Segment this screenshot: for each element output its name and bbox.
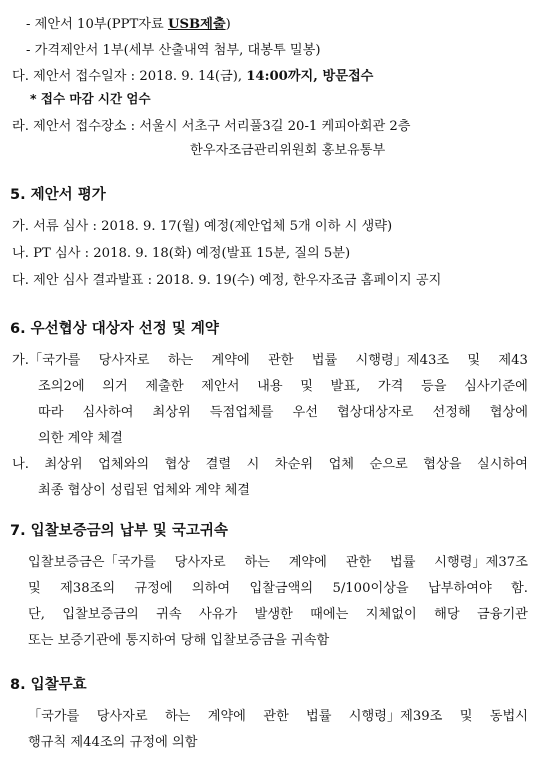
usb-submission: USB제출 <box>167 17 226 32</box>
section-6-item-b-line-2: 최종 협상이 성립된 업체와 계약 체결 <box>38 483 251 498</box>
deadline-note: * 접수 마감 시간 엄수 <box>30 91 151 106</box>
deadline-item: 다. 제안서 접수일자 : 2018. 9. 14(금), 14:00까지, 방문접수 <box>12 69 374 84</box>
section-6-title: 6. 우선협상 대상자 선정 및 계약 <box>10 321 219 337</box>
section-5-item-b: 나. PT 심사 : 2018. 9. 18(화) 예정(발표 15분, 질의 5분) <box>12 246 351 261</box>
section-6-item-a-line-1: 가.「국가를 당사자로 하는 계약에 관한 법률 시행령」제43조 및 제43 <box>12 353 528 368</box>
section-8-line-1: 「국가를 당사자로 하는 계약에 관한 법률 시행령」제39조 및 동법시 <box>28 709 528 724</box>
section-6-item-a-line-2: 조의2에 의거 제출한 제안서 내용 및 발표, 가격 등을 심사기준에 <box>38 379 528 394</box>
deadline-time: 14:00까지, 방문접수 <box>246 69 374 84</box>
location-line-2: 한우자조금관리위원회 홍보유통부 <box>190 143 386 158</box>
section-5-item-c: 다. 제안 심사 결과발표 : 2018. 9. 19(수) 예정, 한우자조금 홈페이지 공지 <box>12 273 442 288</box>
section-6-item-a-line-4: 의한 계약 체결 <box>38 431 123 446</box>
section-8-title: 8. 입찰무효 <box>10 677 87 693</box>
section-6-item-a-line-3: 따라 심사하여 최상위 득점업체를 우선 협상대상자로 선정해 협상에 <box>38 405 528 420</box>
section-7-line-2: 및 제38조의 규정에 의하여 입찰금액의 5/100이상을 납부하여야 함. <box>28 581 528 596</box>
copies-item: - 제안서 10부(PPT자료 USB제출) <box>26 17 231 32</box>
section-5-item-a: 가. 서류 심사 : 2018. 9. 17(월) 예정(제안업체 5개 이하 시 생략) <box>12 219 393 234</box>
section-7-line-4: 또는 보증기관에 통지하여 당해 입찰보증금을 귀속함 <box>28 633 330 648</box>
section-8-line-2: 행규칙 제44조의 규정에 의함 <box>28 735 198 750</box>
section-7-title: 7. 입찰보증금의 납부 및 국고귀속 <box>10 523 228 539</box>
section-5-title: 5. 제안서 평가 <box>10 187 106 203</box>
price-proposal-item: - 가격제안서 1부(세부 산출내역 첨부, 대봉투 밀봉) <box>26 43 321 58</box>
location-line-1: 라. 제안서 접수장소 : 서울시 서초구 서리풀3길 20-1 케피아회관 2층 <box>12 119 411 134</box>
section-7-line-3: 단, 입찰보증금의 귀속 사유가 발생한 때에는 지체없이 해당 금융기관 <box>28 607 528 622</box>
section-7-line-1: 입찰보증금은「국가를 당사자로 하는 계약에 관한 법률 시행령」제37조 <box>28 555 528 570</box>
section-6-item-b-line-1: 나. 최상위 업체와의 협상 결렬 시 차순위 업체 순으로 협상을 실시하여 <box>12 457 528 472</box>
